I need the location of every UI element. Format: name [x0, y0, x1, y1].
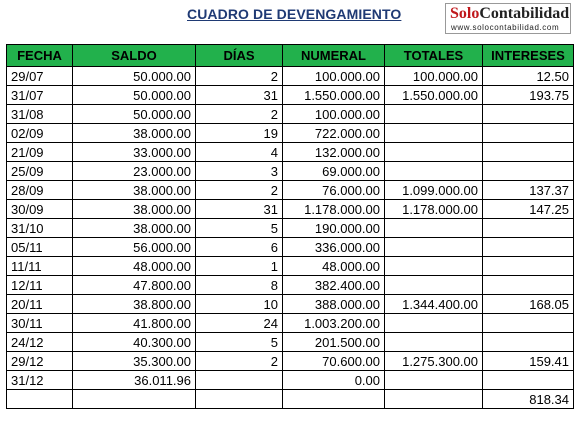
cell-dias: [196, 390, 283, 409]
cell-saldo: 38.000.00: [73, 200, 196, 219]
table-row: [7, 257, 574, 276]
logo-url: www.solocontabilidad.com: [451, 23, 560, 32]
cell-fecha: 11/11: [7, 257, 73, 276]
logo-wordmark: [450, 5, 569, 23]
table-row: [7, 295, 574, 314]
cell-intereses: [483, 238, 574, 257]
cell-dias: 6: [196, 238, 283, 257]
devengamiento-table: [6, 44, 574, 409]
column-header-intereses: INTERESES: [483, 45, 574, 67]
cell-saldo: 56.000.00: [73, 238, 196, 257]
column-header-totales: TOTALES: [385, 45, 483, 67]
cell-numeral: 100.000.00: [283, 105, 385, 124]
cell-fecha: 30/11: [7, 314, 73, 333]
logo-word-solo: Solo: [450, 5, 480, 22]
cell-totales: [385, 143, 483, 162]
cell-dias: 3: [196, 162, 283, 181]
header-row: [7, 45, 574, 67]
cell-saldo: 38.000.00: [73, 124, 196, 143]
cell-dias: 31: [196, 86, 283, 105]
cell-fecha: 25/09: [7, 162, 73, 181]
column-header-numeral: NUMERAL: [283, 45, 385, 67]
cell-totales: [385, 124, 483, 143]
cell-intereses: [483, 143, 574, 162]
cell-intereses: [483, 333, 574, 352]
cell-intereses: [483, 371, 574, 390]
table-row: [7, 86, 574, 105]
cell-intereses: [483, 105, 574, 124]
table-row: [7, 67, 574, 86]
table-row: [7, 333, 574, 352]
cell-numeral: 70.600.00: [283, 352, 385, 371]
table-row: [7, 238, 574, 257]
cell-dias: 2: [196, 352, 283, 371]
cell-fecha: 21/09: [7, 143, 73, 162]
cell-intereses: 12.50: [483, 67, 574, 86]
cell-totales: [385, 105, 483, 124]
cell-fecha: 30/09: [7, 200, 73, 219]
cell-totales: [385, 257, 483, 276]
cell-saldo: 38.800.00: [73, 295, 196, 314]
cell-dias: 31: [196, 200, 283, 219]
table-row: [7, 143, 574, 162]
cell-dias: [196, 371, 283, 390]
cell-totales: 1.344.400.00: [385, 295, 483, 314]
column-header-dias: DÍAS: [196, 45, 283, 67]
cell-totales: [385, 162, 483, 181]
cell-saldo: 47.800.00: [73, 276, 196, 295]
cell-intereses: 159.41: [483, 352, 574, 371]
cell-dias: 1: [196, 257, 283, 276]
cell-intereses: 137.37: [483, 181, 574, 200]
cell-fecha: 29/07: [7, 67, 73, 86]
cell-saldo: 33.000.00: [73, 143, 196, 162]
column-header-saldo: SALDO: [73, 45, 196, 67]
cell-saldo: 48.000.00: [73, 257, 196, 276]
cell-fecha: 31/12: [7, 371, 73, 390]
table-row: [7, 219, 574, 238]
column-header-fecha: FECHA: [7, 45, 73, 67]
cell-fecha: 12/11: [7, 276, 73, 295]
cell-saldo: 40.300.00: [73, 333, 196, 352]
cell-numeral: 388.000.00: [283, 295, 385, 314]
cell-dias: 24: [196, 314, 283, 333]
cell-saldo: 38.000.00: [73, 181, 196, 200]
cell-totales: [385, 371, 483, 390]
cell-totales: [385, 219, 483, 238]
cell-saldo: 35.300.00: [73, 352, 196, 371]
cell-totales: 1.178.000.00: [385, 200, 483, 219]
cell-intereses: [483, 124, 574, 143]
table-row: [7, 371, 574, 390]
cell-intereses: 147.25: [483, 200, 574, 219]
cell-totales: [385, 314, 483, 333]
cell-saldo: 38.000.00: [73, 219, 196, 238]
table-row: [7, 390, 574, 409]
cell-dias: 8: [196, 276, 283, 295]
cell-numeral: 201.500.00: [283, 333, 385, 352]
cell-intereses: 193.75: [483, 86, 574, 105]
cell-dias: 10: [196, 295, 283, 314]
cell-fecha: 05/11: [7, 238, 73, 257]
cell-dias: 5: [196, 219, 283, 238]
cell-numeral: [283, 390, 385, 409]
cell-numeral: 132.000.00: [283, 143, 385, 162]
cell-saldo: 50.000.00: [73, 105, 196, 124]
cell-totales: [385, 238, 483, 257]
cell-totales: 1.099.000.00: [385, 181, 483, 200]
table-row: [7, 105, 574, 124]
cell-intereses: [483, 162, 574, 181]
cell-totales: 1.275.300.00: [385, 352, 483, 371]
table-row: [7, 314, 574, 333]
cell-intereses: [483, 276, 574, 295]
cell-intereses: [483, 219, 574, 238]
cell-numeral: 76.000.00: [283, 181, 385, 200]
page-title: CUADRO DE DEVENGAMIENTO: [187, 6, 402, 22]
cell-totales: [385, 276, 483, 295]
cell-numeral: 1.003.200.00: [283, 314, 385, 333]
cell-saldo: 36.011.96: [73, 371, 196, 390]
table-row: [7, 276, 574, 295]
cell-intereses: [483, 257, 574, 276]
cell-fecha: 24/12: [7, 333, 73, 352]
cell-intereses: [483, 314, 574, 333]
cell-fecha: [7, 390, 73, 409]
cell-dias: 19: [196, 124, 283, 143]
cell-totales: 1.550.000.00: [385, 86, 483, 105]
cell-dias: 2: [196, 181, 283, 200]
cell-fecha: 31/08: [7, 105, 73, 124]
cell-numeral: 100.000.00: [283, 67, 385, 86]
cell-numeral: 722.000.00: [283, 124, 385, 143]
cell-saldo: 50.000.00: [73, 67, 196, 86]
cell-saldo: 23.000.00: [73, 162, 196, 181]
cell-fecha: 31/10: [7, 219, 73, 238]
cell-intereses: 168.05: [483, 295, 574, 314]
cell-numeral: 0.00: [283, 371, 385, 390]
table-row: [7, 200, 574, 219]
cell-dias: 2: [196, 67, 283, 86]
brand-logo: [445, 3, 571, 34]
cell-dias: 5: [196, 333, 283, 352]
table-row: [7, 181, 574, 200]
cell-saldo: 50.000.00: [73, 86, 196, 105]
cell-numeral: 48.000.00: [283, 257, 385, 276]
cell-fecha: 29/12: [7, 352, 73, 371]
cell-numeral: 1.550.000.00: [283, 86, 385, 105]
cell-totales: [385, 333, 483, 352]
cell-intereses: 818.34: [483, 390, 574, 409]
table-row: [7, 124, 574, 143]
cell-numeral: 382.400.00: [283, 276, 385, 295]
cell-fecha: 31/07: [7, 86, 73, 105]
logo-word-contabilidad: Contabilidad: [479, 5, 570, 22]
cell-numeral: 190.000.00: [283, 219, 385, 238]
table-row: [7, 162, 574, 181]
cell-numeral: 336.000.00: [283, 238, 385, 257]
table-row: [7, 352, 574, 371]
cell-fecha: 20/11: [7, 295, 73, 314]
cell-dias: 2: [196, 105, 283, 124]
cell-numeral: 69.000.00: [283, 162, 385, 181]
cell-fecha: 02/09: [7, 124, 73, 143]
cell-fecha: 28/09: [7, 181, 73, 200]
cell-numeral: 1.178.000.00: [283, 200, 385, 219]
cell-saldo: 41.800.00: [73, 314, 196, 333]
cell-saldo: [73, 390, 196, 409]
cell-totales: 100.000.00: [385, 67, 483, 86]
cell-dias: 4: [196, 143, 283, 162]
cell-totales: [385, 390, 483, 409]
